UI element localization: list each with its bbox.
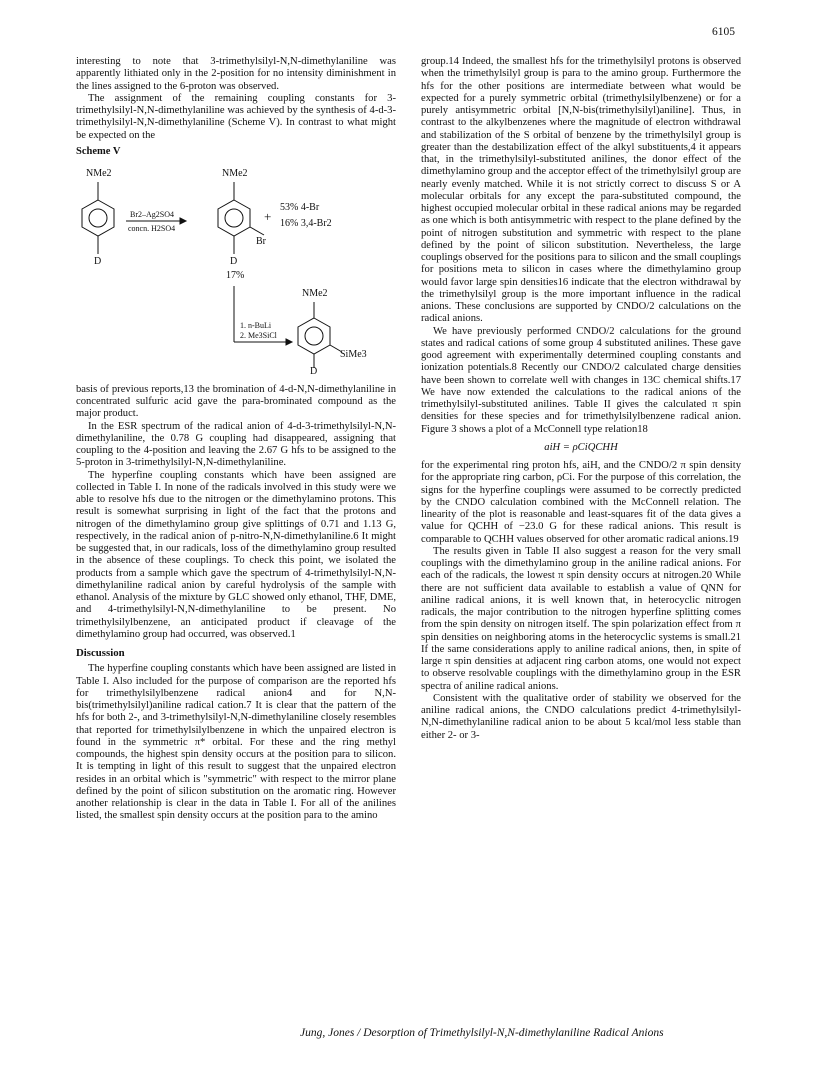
deuterium-label: D xyxy=(310,365,318,377)
benzene-ring-a-circle xyxy=(89,209,107,227)
right-column xyxy=(421,56,741,742)
paragraph: The hyperfine coupling constants which have been assigned are listed in Table I. Also included for the purpose of comparison are the reported hfs for trimethylsilylbenzene radical anion4 and for N,N-bis(trimethylsilyl)aniline radical cation.7 It is clear that the pattern of the hfs for both 2-, and 3-trimethylsilyl-N,N-dimethylaniline closely resembles that reported for trimethylsilylbenzene in which the unpaired electron is found in the symmetric π* orbital. For these and the ring methyl compounds, the highest spin density occurs at the position para to silicon. It is tempting in light of this result to suggest that the unpaired electron resides in an orbital which is "symmetric" with respect to the mirror plane defined by the point of silicon substitution on the aromatic ring. However another relationship is clear in the data in Table I. For all of the anilines listed, the smallest spin density occurs at the position para to the amino xyxy=(76,663,396,822)
left-column xyxy=(76,56,396,823)
deuterium-label: D xyxy=(94,255,102,267)
paragraph: The results given in Table II also suggest a reason for the very small couplings with the dimethylamino group in the aniline radical anions. For each of the radicals, the lowest π spin density occurs at nitrogen.20 While there are not sufficient data available to establish a value of QNN for aniline radical anions, it is well known that, in heterocyclic nitrogen radicals, the major contribution to the nitrogen hyperfine splitting comes from the spin density on nitrogen itself. The spin polarization effect from π spin densities on neighboring atoms in the heterocyclic systems is small.21 If the same considerations apply to aniline radical anions, then, in spite of large π spin densities at adjacent ring carbon atoms, one would not expect to observe resolvable couplings with the dimethylamino group in the ESR spectra of aniline radical anions. xyxy=(421,545,741,692)
yield-label: 16% 3,4-Br2 xyxy=(280,217,332,229)
paragraph: interesting to note that 3-trimethylsilyl-N,N-dimethylaniline was apparently lithiated only in the 2-position for no intensity diminishment in the lines assigned to the 6-proton was observed. xyxy=(76,56,396,92)
percent-yield: 17% xyxy=(226,269,245,281)
deuterium-label: D xyxy=(230,255,238,267)
step-label: 1. n-BuLi xyxy=(240,320,272,330)
br-label: Br xyxy=(256,235,266,247)
page-number: 6105 xyxy=(712,26,735,38)
paragraph: We have previously performed CNDO/2 calculations for the ground states and radical cations of some group 4 substituted anilines. These gave good agreement with experimentally determined coupling constants and ionization potentials.8 Recently our CNDO/2 calculated charge densities have been shown to correlate well with changes in 13C chemical shifts.17 We have now extended the calculations to the radical anions of the trimethylsilyl-substituted anilines. Table II gives the calculated π spin densities for these species and for trimethylsilylbenzene radical anion. Figure 3 shows a plot of a McConnell type relation18 xyxy=(421,325,741,435)
nme2-label: NMe2 xyxy=(302,287,328,299)
paragraph: basis of previous reports,13 the bromination of 4-d-N,N-dimethylaniline in concentrated sulfuric acid gave the para-brominated compound as the major product. xyxy=(76,383,396,420)
benzene-ring-b xyxy=(218,200,250,236)
paragraph: The assignment of the remaining coupling constants for 3-trimethylsilyl-N,N-dimethylaniline was achieved by the synthesis of 4-d-3-trimethylsilyl-N,N-dimethylaniline (Scheme V). In contrast to what might be expected on the xyxy=(76,92,396,141)
reagent-label: Br2–Ag2SO4 xyxy=(130,209,175,219)
scheme-v xyxy=(76,146,396,378)
nme2-label: NMe2 xyxy=(222,167,248,179)
paragraph: group.14 Indeed, the smallest hfs for the trimethylsilyl protons is observed when the trimethylsilyl group is para to the amino group. Furthermore the hfs for the other positions are intermediate between what would be expected for a purely symmetric orbital (trimethylsilylbenzene) or for a purely antisymmetric orbital [N,N-bis(trimethylsilyl)aniline]. Thus, in contrast to the alkylbenzenes where the magnitude of electron withdrawal and stabilization of the S orbital of benzene by the trimethylsilyl group is greater than the destabilization effect of the alkyl substituents,4 it appears that, in the trimethylsilyl-substituted anilines, the donor effect of the dimethylamino group and the acceptor effect of the trimethylsilyl group are nearly evenly matched. While it is not strictly correct to discuss S or A molecular orbitals for any except the para-substituted compound, the highest occupied molecular orbital in these radical anions may be regarded as one which is both antisymmetric with respect to the plane defined by the point of nitrogen substitution and symmetric with respect to the plane defined by the point of silicon substitution. Nevertheless, the large couplings observed for the positions para to silicon and the small couplings for positions meta to silicon in cases where the dimethylamino group would favor large spin densities16 indicate that the electron withdrawal by the trimethylsilyl group is the more important influence in the radical anions. These conclusions are supported by CNDO/2 calculations on the radical anions. xyxy=(421,56,741,325)
paragraph: for the experimental ring proton hfs, aiH, and the CNDO/2 π spin density for the appropriate ring carbon, ρCi. For the purpose of this correlation, the signs for the hyperfine couplings were assumed to be correctly predicted by the CNDO calculation combined with the McConnell relation. The linearity of the plot is reasonable and least-squares fit of the data gives a value for QCHH of −23.0 G for these radical anions. This result is comparable to QCHH values observed for other aromatic radical anions.19 xyxy=(421,460,741,545)
yield-label: 53% 4-Br xyxy=(280,201,320,213)
scheme-label: Scheme V xyxy=(76,145,121,157)
step-label: 2. Me3SiCl xyxy=(240,330,277,340)
reagent-label: concn. H2SO4 xyxy=(128,223,176,233)
sime3-label: SiMe3 xyxy=(340,348,367,360)
benzene-ring-c xyxy=(298,318,330,354)
paragraph: In the ESR spectrum of the radical anion of 4-d-3-trimethylsilyl-N,N-dimethylaniline, the 0.78 G coupling had disappeared, assigning that coupling to the 4-position and leaving the 2.67 G hfs to be assigned to the 5-proton in 3-trimethylsilyl-N,N-dimethylaniline. xyxy=(76,420,396,469)
benzene-ring-c-circle xyxy=(305,327,323,345)
paragraph: The hyperfine coupling constants which have been assigned are collected in Table I. In none of the radicals involved in this study were we able to resolve hfs due to the nitrogen or the dimethylamino protons. This result is somewhat surprising in light of the fact that the protons and nitrogen of the dimethylamino group give splittings of 0.71 and 1.13 G, respectively, in the radical anion of p-nitro-N,N-dimethylaniline.6 It might be suggested that, in our radicals, loss of the dimethylamino group resulted in the absence of these couplings. To check this point, we isolated the products from a sample which gave the spectrum of 4-trimethylsilyl-N,N-dimethylaniline radical anion by careful hydrolysis of the sample with ethanol. Analysis of the mixture by GLC showed only ethanol, THF, DME, and 4-trimethylsilyl-N,N-dimethylaniline to be present. No trimethylsilylbenzene, an anticipated product if cleavage of the dimethylamino group had occurred, was observed.1 xyxy=(76,469,396,640)
nme2-label: NMe2 xyxy=(86,167,112,179)
equation: aiH = ρCiQCHH xyxy=(544,441,618,453)
benzene-ring-b-circle xyxy=(225,209,243,227)
running-footer: Jung, Jones / Desorption of Trimethylsilyl-N,N-dimethylaniline Radical Anions xyxy=(300,1027,664,1039)
plus-sign: + xyxy=(264,208,272,224)
benzene-ring-a xyxy=(82,200,114,236)
paragraph: Consistent with the qualitative order of stability we observed for the aniline radical anions, the CNDO calculations predict 4-trimethylsilyl-N,N-dimethylaniline radical anion to be about 5 kcal/mol less stable than either 2- or 3- xyxy=(421,692,741,741)
section-heading: Discussion xyxy=(76,647,125,659)
